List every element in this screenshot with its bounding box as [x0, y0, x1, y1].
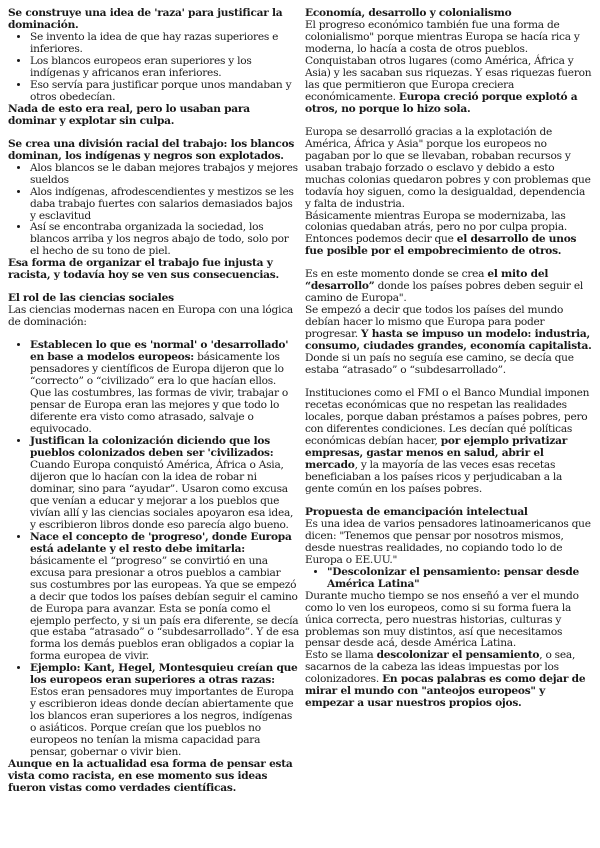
- labor-bullet-list: [8, 163, 300, 259]
- paragraph-text: El progreso económico también fue una forma de colonialismo" porque mientras Europa se hacía rica y moderna, lo hacía a costa de otros pueblos. Conquistaban otros lugares (como América, África y Asia) y les sacaban sus riquezas. Y esas riquezas fueron las que permitieron que Europa creciera económicamente.: [305, 18, 592, 103]
- item-text: Estos eran pensadores muy importantes de Europa y escribieron ideas donde decían abiertamente que los blancos eran superiores a los negros, indígenas o asiáticos. Porque creían que los pueblos no europeos no tenían la misma capacidad para pensar, gobernar o vivir bien.: [30, 686, 294, 759]
- economy-section-title: Economía, desarrollo y colonialismo: [305, 7, 512, 19]
- exploitation-paragraph: Europa se desarrolló gracias a la explotación de América, África y Asia" porque los europeos no pagaban por lo que se llevaban, robaban recursos y usaban trabajo forzado o esclavo y debido a esto muchas colonias quedaron pobres y con problemas que todavía hoy siguen, como la desigualdad, dependencia y falta de industria.: [305, 125, 591, 210]
- list-item: • Alos blancos se le daban mejores trabajos y mejores sueldos: [30, 163, 300, 187]
- paragraph-text: Donde si un país no seguía ese camino, se decía que estaba “atrasado” o “subdesarrollado”.: [305, 352, 574, 377]
- item-heading: Ejemplo: Kant, Hegel, Montesquieu creían que los europeos eran superiores a otras razas:: [30, 662, 298, 687]
- race-section-title: Se construye una idea de 'raza' para justificar la dominación.: [8, 7, 283, 31]
- list-item: [30, 532, 300, 664]
- emancipation-section-title: Propuesta de emancipación intelectual: [305, 505, 528, 518]
- paragraph-emphasis: Y hasta se impuso un modelo: industria, consumo, ciudades grandes, economía capitalista.: [305, 328, 592, 353]
- paragraph-emphasis: Europa creció porque explotó a otros, no porque lo hizo sola.: [305, 90, 578, 115]
- item-heading: Justifican la colonización diciendo que los pueblos colonizados deben ser 'civilizados:: [30, 434, 274, 459]
- item-heading: Establecen lo que es 'normal' o 'desarrollado' en base a modelos europeos:: [30, 339, 289, 364]
- left-column: [8, 8, 300, 795]
- paragraph-text: Se empezó a decir que todos los países del mundo debían hacer lo mismo que Europa para poder progresar.: [305, 304, 564, 341]
- development-myth-paragraph: [305, 269, 593, 305]
- paragraph-emphasis: por ejemplo privatizar empresas, gastar menos en salud, abrir el mercado: [305, 434, 568, 471]
- list-item: • Eso servía para justificar porque unos mandaban y otros obedecían.: [30, 80, 300, 104]
- list-item: • Se invento la idea de que hay razas superiores e inferiores.: [30, 32, 300, 56]
- imposed-model-paragraph: [305, 305, 593, 377]
- modernization-paragraph: [305, 211, 593, 259]
- emancipation-bullet-list: [305, 567, 593, 591]
- list-item: • Así se encontraba organizada la sociedad, los blancos arriba y los negros abajo de todo, solo por el hecho de su tono de piel.: [30, 222, 300, 258]
- item-heading: Nace el concepto de 'progreso', donde Europa está adelante y el resto debe imitarla:: [30, 530, 292, 555]
- paragraph-text: , y la mayoría de las veces esas recetas beneficiaban a los países ricos y perjudicaban a la gente común en los países pobres.: [305, 458, 563, 495]
- list-item: • "Descolonizar el pensamiento: pensar desde América Latina": [327, 567, 593, 591]
- paragraph-text: Esto se llama: [305, 649, 377, 662]
- item-text: Cuando Europa conquistó América, África o Asia, dijeron que lo hacían con la idea de robar ni dominar, sino para “ayudar”. Usaron como excusa que venían a educar y mejorar a los pueblos que vivían allí y las ciencias sociales apoyaron esa idea, y escribieron libros donde eso parecía algo bueno.: [30, 458, 294, 531]
- race-bullet-list: [8, 32, 300, 104]
- social-sciences-title: El rol de las ciencias sociales: [8, 292, 174, 305]
- social-sciences-conclusion: Aunque en la actualidad esa forma de pensar esta vista como racista, en ese momento sus ideas fueron vistas como verdades científicas.: [8, 758, 293, 795]
- list-item: [30, 663, 300, 759]
- paragraph-text: , o sea, sacarnos de la cabeza las ideas impuestas por los colonizadores.: [305, 649, 576, 686]
- paragraph-emphasis: el desarrollo de unos fue posible por el empobrecimiento de otros.: [305, 233, 577, 258]
- item-text: básicamente los pensadores y científicos de Europa dijeron que lo “correcto” o “civilizado” era lo que hacían ellos. Que las costumbres, las formas de vivir, trabajar o pensar de Europa eran las mejores y que todo lo diferente era visto como atrasado, salvaje o equivocado.: [30, 351, 289, 435]
- european-view-paragraph: Durante mucho tiempo se nos enseñó a ver el mundo como lo ven los europeos, como si su forma fuera la única correcta, pero nuestras historias, culturas y problemas son muy distintos, así que necesitamos pensar desde acá, desde América Latina.: [305, 589, 579, 650]
- paragraph-emphasis: el mito del “desarrollo”: [305, 268, 549, 293]
- paragraph-text: donde los países pobres deben seguir el camino de Europa".: [305, 280, 584, 305]
- social-sciences-intro: Las ciencias modernas nacen en Europa con una lógica de dominación:: [8, 304, 293, 329]
- right-column: [305, 8, 593, 710]
- list-item: [30, 436, 300, 532]
- economy-paragraph: [305, 20, 593, 116]
- decolonize-paragraph: [305, 650, 593, 710]
- labor-conclusion: Esa forma de organizar el trabajo fue injusta y racista, y todavía hoy se ven sus consecuencias.: [8, 257, 279, 282]
- list-item: • Los blancos europeos eran superiores y los indígenas y africanos eran inferiores.: [30, 56, 300, 80]
- paragraph-emphasis: descolonizar el pensamiento: [376, 649, 540, 662]
- item-text: básicamente el “progreso” se convirtió en una excusa para presionar a otros pueblos a cambiar sus costumbres por las europeas. Ya que se empezó a decir que todos los países debían seguir el camino de Europa para avanzar. Esta se ponía como el ejemplo perfecto, y si un país era diferente, se decía que estaba “atrasado” o “subdesarrollado”. Y de esa forma los demás pueblos eran obligados a copiar la forma europea de vivir.: [30, 554, 300, 663]
- labor-section-title: Se crea una división racial del trabajo: los blancos dominan, los indígenas y negros son explotados.: [8, 137, 295, 162]
- race-conclusion: Nada de esto era real, pero lo usaban para dominar y explotar sin culpa.: [8, 102, 250, 127]
- emancipation-intro: Es una idea de varios pensadores latinoamericanos que dicen: "Tenemos que pensar por nosotros mismos, desde nuestras realidades, no copiando todo lo de Europa o EE.UU.": [305, 517, 591, 566]
- paragraph-emphasis: En pocas palabras es como dejar de mirar el mundo con "anteojos europeos" y empezar a usar nuestros propios ojos.: [305, 673, 586, 710]
- imf-paragraph: [305, 388, 593, 496]
- list-item: • Alos indígenas, afrodescendientes y mestizos se les daba trabajo fuertes con salarios demasiados bajos y esclavitud: [30, 187, 300, 223]
- paragraph-text: Es en este momento donde se crea: [305, 268, 488, 281]
- social-sciences-list: [8, 340, 300, 759]
- list-item: [30, 340, 300, 436]
- paragraph-text: Básicamente mientras Europa se modernizaba, las colonias quedaban atrás, pero no por culpa propia. Entonces podemos decir que: [305, 209, 567, 246]
- paragraph-text: Instituciones como el FMI o el Banco Mundial imponen recetas económicas que no respetan las realidades locales, porque daban préstamos a países pobres, pero con diferentes condiciones. Les decían qué políticas económicas debían hacer,: [305, 387, 590, 447]
